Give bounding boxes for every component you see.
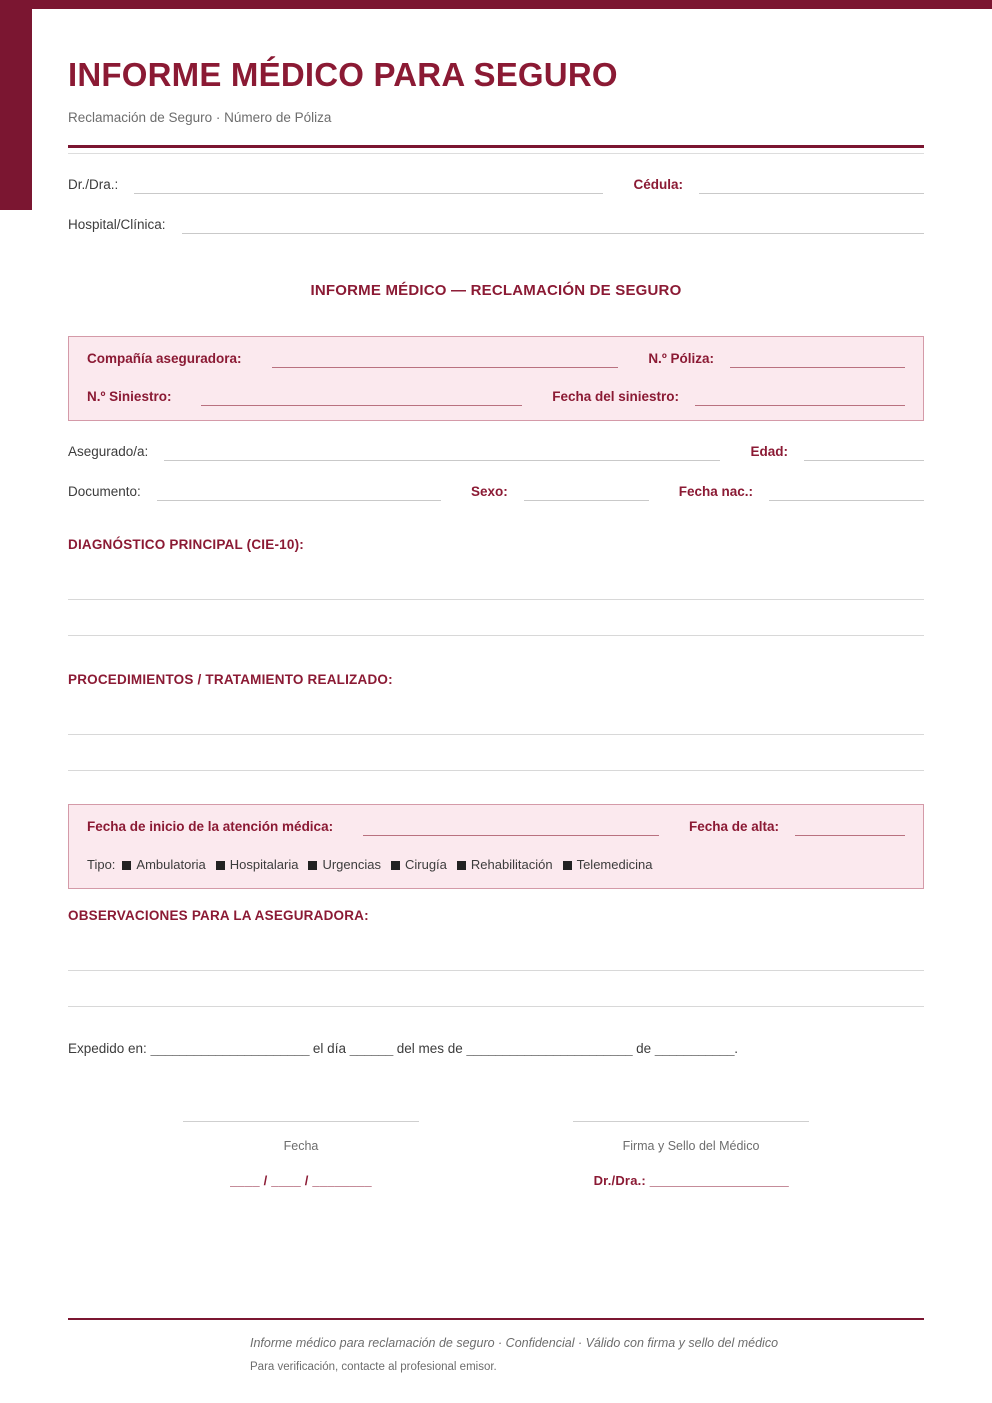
- checkbox-icon[interactable]: [391, 861, 400, 870]
- sex-label: Sexo:: [470, 484, 508, 500]
- policy-input[interactable]: [730, 351, 905, 368]
- issuance-day-blank[interactable]: ______: [349, 1041, 393, 1057]
- care-type-option[interactable]: Ambulatoria: [136, 857, 206, 873]
- discharge-date-input[interactable]: [795, 819, 905, 836]
- issuance-line: [68, 1039, 924, 1059]
- issuance-day-text: el día: [312, 1041, 346, 1057]
- issuance-year-text: de: [636, 1041, 652, 1057]
- document-input[interactable]: [157, 484, 441, 501]
- claim-label: N.º Siniestro:: [87, 389, 172, 405]
- claim-input[interactable]: [201, 389, 522, 406]
- checkbox-icon[interactable]: [216, 861, 225, 870]
- birthdate-input[interactable]: [769, 484, 924, 501]
- issuance-year-blank[interactable]: ___________: [654, 1041, 735, 1057]
- company-input[interactable]: [272, 351, 619, 368]
- header-rule-light: [68, 153, 924, 154]
- procedures-lines[interactable]: [68, 699, 924, 771]
- start-date-input[interactable]: [363, 819, 659, 836]
- procedures-title: PROCEDIMIENTOS / TRATAMIENTO REALIZADO:: [68, 672, 393, 688]
- issuance-month-text: del mes de: [396, 1041, 463, 1057]
- diagnosis-line[interactable]: [68, 564, 924, 600]
- diagnosis-lines[interactable]: [68, 564, 924, 636]
- signature-date-blank[interactable]: ____ / ____ / ________: [230, 1173, 372, 1189]
- checkbox-icon[interactable]: [563, 861, 572, 870]
- issuance-month-blank[interactable]: _______________________: [466, 1041, 633, 1057]
- signature-block-doctor: [536, 1121, 846, 1188]
- document-label: Documento:: [68, 484, 141, 500]
- observations-line[interactable]: [68, 935, 924, 971]
- page-subtitle: Reclamación de Seguro · Número de Póliza: [68, 110, 332, 126]
- doctor-name-input[interactable]: [134, 177, 603, 194]
- care-type-option[interactable]: Cirugía: [404, 857, 447, 873]
- care-type-option[interactable]: Hospitalaria: [229, 857, 299, 873]
- care-type-option[interactable]: Rehabilitación: [470, 857, 553, 873]
- signature-doctor-blank[interactable]: ____________________: [649, 1173, 789, 1189]
- care-dates-row: [87, 818, 905, 836]
- signature-area: [68, 1121, 924, 1188]
- care-type-label: Tipo:: [87, 857, 116, 873]
- observations-lines[interactable]: [68, 935, 924, 1007]
- claim-date-input[interactable]: [695, 389, 905, 406]
- document-footer: [68, 1318, 924, 1373]
- care-panel: [68, 804, 924, 889]
- age-input[interactable]: [804, 444, 924, 461]
- observations-line[interactable]: [68, 971, 924, 1007]
- insured-label: Asegurado/a:: [68, 444, 149, 460]
- procedures-line[interactable]: [68, 735, 924, 771]
- checkbox-icon[interactable]: [122, 861, 131, 870]
- observations-title: OBSERVACIONES PARA LA ASEGURADORA:: [68, 908, 369, 924]
- section-title: INFORME MÉDICO — RECLAMACIÓN DE SEGURO: [310, 282, 682, 300]
- checkbox-icon[interactable]: [457, 861, 466, 870]
- checkbox-icon[interactable]: [308, 861, 317, 870]
- facility-label: Hospital/Clínica:: [68, 217, 166, 233]
- birthdate-label: Fecha nac.:: [678, 484, 753, 500]
- document-header: [68, 0, 924, 154]
- insured-row: [68, 443, 924, 461]
- doctor-row: [68, 176, 924, 194]
- insurer-claim-row: [87, 388, 905, 406]
- insurer-panel: [68, 336, 924, 421]
- page-title: INFORME MÉDICO PARA SEGURO: [68, 56, 618, 93]
- diagnosis-line[interactable]: [68, 600, 924, 636]
- insurer-company-row: [87, 350, 905, 368]
- doctor-label: Dr./Dra.:: [68, 177, 119, 193]
- signature-caption: Fecha: [283, 1139, 319, 1154]
- facility-row: [68, 216, 924, 234]
- company-label: Compañía aseguradora:: [87, 351, 242, 367]
- diagnosis-title: DIAGNÓSTICO PRINCIPAL (CIE-10):: [68, 537, 304, 553]
- care-type-option[interactable]: Telemedicina: [576, 857, 653, 873]
- signature-doctor-label: Dr./Dra.:: [593, 1173, 646, 1189]
- signature-line: [573, 1121, 809, 1122]
- claim-date-label: Fecha del siniestro:: [552, 389, 679, 405]
- issuance-period: .: [734, 1041, 738, 1057]
- document-row: [68, 483, 924, 501]
- care-type-option[interactable]: Urgencias: [322, 857, 381, 873]
- signature-doctor-row: [536, 1173, 846, 1188]
- footer-line-2: Para verificación, contacte al profesional emisor.: [250, 1361, 497, 1373]
- sex-input[interactable]: [524, 484, 649, 501]
- facility-input[interactable]: [182, 217, 924, 234]
- signature-line: [183, 1121, 419, 1122]
- procedures-line[interactable]: [68, 699, 924, 735]
- footer-line-1: Informe médico para reclamación de seguro · Confidencial · Válido con firma y sello del médico: [250, 1336, 779, 1350]
- age-label: Edad:: [750, 444, 788, 460]
- license-input[interactable]: [699, 177, 924, 194]
- discharge-date-label: Fecha de alta:: [688, 819, 779, 835]
- policy-label: N.º Póliza:: [648, 351, 714, 367]
- signature-block-date: [146, 1121, 456, 1188]
- start-date-label: Fecha de inicio de la atención médica:: [87, 819, 334, 835]
- header-rule-strong: [68, 145, 924, 148]
- signature-caption: Firma y Sello del Médico: [622, 1139, 760, 1154]
- issuance-place-blank[interactable]: ______________________: [150, 1041, 310, 1057]
- insured-name-input[interactable]: [164, 444, 720, 461]
- issuance-prefix: Expedido en:: [68, 1041, 147, 1057]
- license-label: Cédula:: [633, 177, 683, 193]
- care-type-row: [87, 856, 905, 874]
